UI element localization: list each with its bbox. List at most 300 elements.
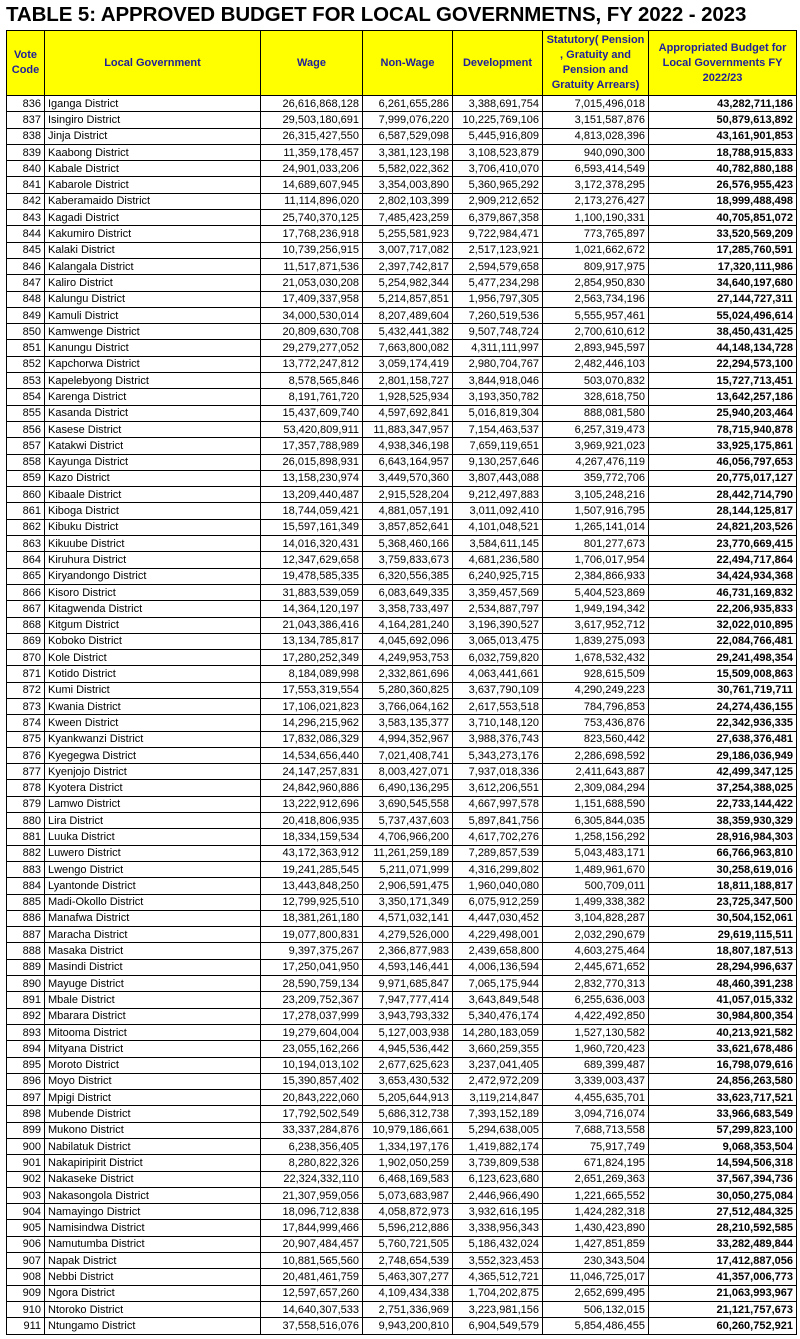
local-government-cell: Mukono District xyxy=(45,1122,261,1138)
vote-code-cell: 877 xyxy=(7,764,45,780)
vote-code-cell: 875 xyxy=(7,731,45,747)
vote-code-cell: 894 xyxy=(7,1041,45,1057)
table-row xyxy=(7,633,797,649)
local-government-cell: Kyotera District xyxy=(45,780,261,796)
non-wage-cell: 5,073,683,987 xyxy=(363,1187,453,1203)
local-government-cell: Manafwa District xyxy=(45,910,261,926)
wage-cell: 20,843,222,060 xyxy=(261,1090,363,1106)
vote-code-cell: 884 xyxy=(7,878,45,894)
table-row xyxy=(7,340,797,356)
development-cell: 3,988,376,743 xyxy=(453,731,543,747)
vote-code-cell: 905 xyxy=(7,1220,45,1236)
development-cell: 6,032,759,820 xyxy=(453,650,543,666)
vote-code-cell: 876 xyxy=(7,747,45,763)
appropriated-budget-cell: 46,731,169,832 xyxy=(649,584,797,600)
development-cell: 7,260,519,536 xyxy=(453,307,543,323)
local-government-cell: Nakaseke District xyxy=(45,1171,261,1187)
table-row xyxy=(7,193,797,209)
local-government-cell: Kyenjojo District xyxy=(45,764,261,780)
statutory-cell: 6,305,844,035 xyxy=(543,813,649,829)
wage-cell: 18,096,712,838 xyxy=(261,1204,363,1220)
table-row xyxy=(7,1024,797,1040)
vote-code-cell: 840 xyxy=(7,161,45,177)
non-wage-cell: 5,214,857,851 xyxy=(363,291,453,307)
table-row xyxy=(7,421,797,437)
statutory-cell: 230,343,504 xyxy=(543,1253,649,1269)
appropriated-budget-cell: 29,619,115,511 xyxy=(649,927,797,943)
local-government-cell: Nakapiripirit District xyxy=(45,1155,261,1171)
non-wage-cell: 4,279,526,000 xyxy=(363,927,453,943)
local-government-cell: Kween District xyxy=(45,715,261,731)
non-wage-cell: 4,109,434,338 xyxy=(363,1285,453,1301)
local-government-cell: Luwero District xyxy=(45,845,261,861)
vote-code-cell: 852 xyxy=(7,356,45,372)
local-government-cell: Kumi District xyxy=(45,682,261,698)
table-row xyxy=(7,161,797,177)
table-row xyxy=(7,927,797,943)
non-wage-cell: 5,127,003,938 xyxy=(363,1024,453,1040)
local-government-cell: Namayingo District xyxy=(45,1204,261,1220)
local-government-cell: Moroto District xyxy=(45,1057,261,1073)
vote-code-cell: 843 xyxy=(7,210,45,226)
statutory-cell: 784,796,853 xyxy=(543,698,649,714)
local-government-cell: Ntoroko District xyxy=(45,1301,261,1317)
statutory-cell: 506,132,015 xyxy=(543,1301,649,1317)
non-wage-cell: 3,653,430,532 xyxy=(363,1073,453,1089)
development-cell: 2,439,658,800 xyxy=(453,943,543,959)
table-row xyxy=(7,682,797,698)
table-body xyxy=(7,96,797,1335)
local-government-cell: Jinja District xyxy=(45,128,261,144)
local-government-cell: Kotido District xyxy=(45,666,261,682)
table-row xyxy=(7,144,797,160)
vote-code-cell: 854 xyxy=(7,389,45,405)
local-government-cell: Masaka District xyxy=(45,943,261,959)
table-row xyxy=(7,536,797,552)
local-government-cell: Kitgum District xyxy=(45,617,261,633)
wage-cell: 14,534,656,440 xyxy=(261,747,363,763)
vote-code-cell: 904 xyxy=(7,1204,45,1220)
statutory-cell: 3,969,921,023 xyxy=(543,438,649,454)
development-cell: 3,932,616,195 xyxy=(453,1204,543,1220)
development-cell: 5,294,638,005 xyxy=(453,1122,543,1138)
wage-cell: 17,844,999,466 xyxy=(261,1220,363,1236)
table-row xyxy=(7,1171,797,1187)
table-header xyxy=(7,31,797,96)
non-wage-cell: 5,737,437,603 xyxy=(363,813,453,829)
non-wage-cell: 5,582,022,362 xyxy=(363,161,453,177)
table-row xyxy=(7,1269,797,1285)
vote-code-cell: 899 xyxy=(7,1122,45,1138)
wage-cell: 9,397,375,267 xyxy=(261,943,363,959)
vote-code-cell: 864 xyxy=(7,552,45,568)
table-row xyxy=(7,324,797,340)
wage-cell: 20,907,484,457 xyxy=(261,1236,363,1252)
table-row xyxy=(7,552,797,568)
statutory-cell: 2,651,269,363 xyxy=(543,1171,649,1187)
wage-cell: 25,740,370,125 xyxy=(261,210,363,226)
statutory-cell: 3,617,952,712 xyxy=(543,617,649,633)
table-row xyxy=(7,1236,797,1252)
appropriated-budget-cell: 15,509,008,863 xyxy=(649,666,797,682)
non-wage-cell: 3,857,852,641 xyxy=(363,519,453,535)
local-government-cell: Kamuli District xyxy=(45,307,261,323)
table-row xyxy=(7,519,797,535)
appropriated-budget-cell: 33,520,569,209 xyxy=(649,226,797,242)
non-wage-cell: 6,261,655,286 xyxy=(363,96,453,112)
non-wage-cell: 6,083,649,335 xyxy=(363,584,453,600)
wage-cell: 13,134,785,817 xyxy=(261,633,363,649)
development-cell: 2,909,212,652 xyxy=(453,193,543,209)
wage-cell: 18,744,059,421 xyxy=(261,503,363,519)
non-wage-cell: 5,596,212,886 xyxy=(363,1220,453,1236)
wage-cell: 14,364,120,197 xyxy=(261,601,363,617)
development-cell: 3,584,611,145 xyxy=(453,536,543,552)
appropriated-budget-cell: 30,258,619,016 xyxy=(649,861,797,877)
development-cell: 6,240,925,715 xyxy=(453,568,543,584)
appropriated-budget-cell: 24,821,203,526 xyxy=(649,519,797,535)
table-row xyxy=(7,291,797,307)
table-row xyxy=(7,698,797,714)
non-wage-cell: 5,205,644,913 xyxy=(363,1090,453,1106)
wage-cell: 23,209,752,367 xyxy=(261,992,363,1008)
local-government-cell: Karenga District xyxy=(45,389,261,405)
local-government-cell: Kaberamaido District xyxy=(45,193,261,209)
statutory-cell: 2,445,671,652 xyxy=(543,959,649,975)
statutory-cell: 5,043,483,171 xyxy=(543,845,649,861)
local-government-cell: Mityana District xyxy=(45,1041,261,1057)
appropriated-budget-cell: 28,144,125,817 xyxy=(649,503,797,519)
development-cell: 3,338,956,343 xyxy=(453,1220,543,1236)
statutory-cell: 2,700,610,612 xyxy=(543,324,649,340)
statutory-cell: 1,949,194,342 xyxy=(543,601,649,617)
statutory-cell: 773,765,897 xyxy=(543,226,649,242)
local-government-cell: Kalungu District xyxy=(45,291,261,307)
vote-code-cell: 842 xyxy=(7,193,45,209)
local-government-cell: Kakumiro District xyxy=(45,226,261,242)
non-wage-cell: 6,320,556,385 xyxy=(363,568,453,584)
wage-cell: 8,184,089,998 xyxy=(261,666,363,682)
statutory-cell: 1,221,665,552 xyxy=(543,1187,649,1203)
appropriated-budget-cell: 32,022,010,895 xyxy=(649,617,797,633)
statutory-cell: 2,286,698,592 xyxy=(543,747,649,763)
non-wage-cell: 1,928,525,934 xyxy=(363,389,453,405)
local-government-cell: Nabilatuk District xyxy=(45,1139,261,1155)
vote-code-cell: 879 xyxy=(7,796,45,812)
vote-code-cell: 898 xyxy=(7,1106,45,1122)
table-row xyxy=(7,731,797,747)
development-cell: 4,681,236,580 xyxy=(453,552,543,568)
table-row xyxy=(7,617,797,633)
development-cell: 2,594,579,658 xyxy=(453,258,543,274)
vote-code-cell: 873 xyxy=(7,698,45,714)
statutory-cell: 3,339,003,437 xyxy=(543,1073,649,1089)
table-row xyxy=(7,210,797,226)
vote-code-cell: 887 xyxy=(7,927,45,943)
development-cell: 3,388,691,754 xyxy=(453,96,543,112)
wage-cell: 43,172,363,912 xyxy=(261,845,363,861)
wage-cell: 17,280,252,349 xyxy=(261,650,363,666)
appropriated-budget-cell: 23,770,669,415 xyxy=(649,536,797,552)
statutory-cell: 3,104,828,287 xyxy=(543,910,649,926)
non-wage-cell: 6,587,529,098 xyxy=(363,128,453,144)
local-government-cell: Mayuge District xyxy=(45,976,261,992)
local-government-cell: Masindi District xyxy=(45,959,261,975)
vote-code-cell: 849 xyxy=(7,307,45,323)
table-row xyxy=(7,389,797,405)
appropriated-budget-cell: 55,024,496,614 xyxy=(649,307,797,323)
appropriated-budget-cell: 22,084,766,481 xyxy=(649,633,797,649)
vote-code-cell: 839 xyxy=(7,144,45,160)
development-cell: 4,311,111,997 xyxy=(453,340,543,356)
local-government-cell: Kabarole District xyxy=(45,177,261,193)
statutory-cell: 1,960,720,423 xyxy=(543,1041,649,1057)
local-government-cell: Kyegegwa District xyxy=(45,747,261,763)
table-row xyxy=(7,1285,797,1301)
vote-code-cell: 869 xyxy=(7,633,45,649)
local-government-cell: Kasese District xyxy=(45,421,261,437)
statutory-cell: 2,309,084,294 xyxy=(543,780,649,796)
appropriated-budget-cell: 26,576,955,423 xyxy=(649,177,797,193)
budget-table xyxy=(6,30,797,1335)
statutory-cell: 1,678,532,432 xyxy=(543,650,649,666)
appropriated-budget-cell: 57,299,823,100 xyxy=(649,1122,797,1138)
table-row xyxy=(7,275,797,291)
table-row xyxy=(7,813,797,829)
local-government-cell: Maracha District xyxy=(45,927,261,943)
vote-code-cell: 880 xyxy=(7,813,45,829)
non-wage-cell: 9,971,685,847 xyxy=(363,976,453,992)
appropriated-budget-cell: 44,148,134,728 xyxy=(649,340,797,356)
local-government-cell: Kikuube District xyxy=(45,536,261,552)
statutory-cell: 1,265,141,014 xyxy=(543,519,649,535)
non-wage-cell: 2,397,742,817 xyxy=(363,258,453,274)
local-government-cell: Mpigi District xyxy=(45,1090,261,1106)
vote-code-cell: 891 xyxy=(7,992,45,1008)
development-cell: 3,612,206,551 xyxy=(453,780,543,796)
table-row xyxy=(7,796,797,812)
vote-code-cell: 892 xyxy=(7,1008,45,1024)
table-row xyxy=(7,861,797,877)
non-wage-cell: 3,759,833,673 xyxy=(363,552,453,568)
table-row xyxy=(7,878,797,894)
non-wage-cell: 7,021,408,741 xyxy=(363,747,453,763)
development-cell: 3,359,457,569 xyxy=(453,584,543,600)
appropriated-budget-cell: 23,725,347,500 xyxy=(649,894,797,910)
local-government-cell: Mbale District xyxy=(45,992,261,1008)
development-cell: 4,006,136,594 xyxy=(453,959,543,975)
appropriated-budget-cell: 40,705,851,072 xyxy=(649,210,797,226)
vote-code-cell: 901 xyxy=(7,1155,45,1171)
appropriated-budget-cell: 78,715,940,878 xyxy=(649,421,797,437)
development-cell: 5,445,916,809 xyxy=(453,128,543,144)
development-cell: 3,108,523,879 xyxy=(453,144,543,160)
appropriated-budget-cell: 43,161,901,853 xyxy=(649,128,797,144)
table-row xyxy=(7,356,797,372)
wage-cell: 10,881,565,560 xyxy=(261,1253,363,1269)
header-non-wage: Non-Wage xyxy=(363,31,453,96)
statutory-cell: 3,094,716,074 xyxy=(543,1106,649,1122)
appropriated-budget-cell: 16,798,079,616 xyxy=(649,1057,797,1073)
statutory-cell: 2,411,643,887 xyxy=(543,764,649,780)
development-cell: 5,477,234,298 xyxy=(453,275,543,291)
local-government-cell: Kaliro District xyxy=(45,275,261,291)
statutory-cell: 1,499,338,382 xyxy=(543,894,649,910)
non-wage-cell: 1,902,050,259 xyxy=(363,1155,453,1171)
statutory-cell: 2,482,446,103 xyxy=(543,356,649,372)
local-government-cell: Katakwi District xyxy=(45,438,261,454)
appropriated-budget-cell: 27,512,484,325 xyxy=(649,1204,797,1220)
vote-code-cell: 861 xyxy=(7,503,45,519)
wage-cell: 21,307,959,056 xyxy=(261,1187,363,1203)
local-government-cell: Isingiro District xyxy=(45,112,261,128)
wage-cell: 17,278,037,999 xyxy=(261,1008,363,1024)
statutory-cell: 4,422,492,850 xyxy=(543,1008,649,1024)
table-row xyxy=(7,1073,797,1089)
wage-cell: 20,418,806,935 xyxy=(261,813,363,829)
appropriated-budget-cell: 18,811,188,817 xyxy=(649,878,797,894)
non-wage-cell: 3,766,064,162 xyxy=(363,698,453,714)
appropriated-budget-cell: 33,966,683,549 xyxy=(649,1106,797,1122)
development-cell: 3,011,092,410 xyxy=(453,503,543,519)
statutory-cell: 2,384,866,933 xyxy=(543,568,649,584)
statutory-cell: 888,081,580 xyxy=(543,405,649,421)
non-wage-cell: 5,432,441,382 xyxy=(363,324,453,340)
development-cell: 9,722,984,471 xyxy=(453,226,543,242)
wage-cell: 13,222,912,696 xyxy=(261,796,363,812)
vote-code-cell: 853 xyxy=(7,373,45,389)
appropriated-budget-cell: 42,499,347,125 xyxy=(649,764,797,780)
wage-cell: 17,792,502,549 xyxy=(261,1106,363,1122)
local-government-cell: Lwengo District xyxy=(45,861,261,877)
vote-code-cell: 851 xyxy=(7,340,45,356)
table-row xyxy=(7,666,797,682)
statutory-cell: 671,824,195 xyxy=(543,1155,649,1171)
header-appropriated-budget: Appropriated Budget for Local Governments FY 2022/23 xyxy=(649,31,797,96)
appropriated-budget-cell: 17,412,887,056 xyxy=(649,1253,797,1269)
appropriated-budget-cell: 18,807,187,513 xyxy=(649,943,797,959)
statutory-cell: 1,427,851,859 xyxy=(543,1236,649,1252)
table-row xyxy=(7,307,797,323)
development-cell: 9,507,748,724 xyxy=(453,324,543,340)
wage-cell: 14,640,307,533 xyxy=(261,1301,363,1317)
development-cell: 3,807,443,088 xyxy=(453,470,543,486)
development-cell: 5,186,432,024 xyxy=(453,1236,543,1252)
wage-cell: 21,053,030,208 xyxy=(261,275,363,291)
appropriated-budget-cell: 40,782,880,188 xyxy=(649,161,797,177)
local-government-cell: Kwania District xyxy=(45,698,261,714)
appropriated-budget-cell: 20,775,017,127 xyxy=(649,470,797,486)
table-row xyxy=(7,764,797,780)
wage-cell: 22,324,332,110 xyxy=(261,1171,363,1187)
statutory-cell: 1,100,190,331 xyxy=(543,210,649,226)
non-wage-cell: 4,994,352,967 xyxy=(363,731,453,747)
vote-code-cell: 845 xyxy=(7,242,45,258)
development-cell: 7,289,857,539 xyxy=(453,845,543,861)
non-wage-cell: 2,677,625,623 xyxy=(363,1057,453,1073)
development-cell: 3,196,390,527 xyxy=(453,617,543,633)
vote-code-cell: 871 xyxy=(7,666,45,682)
non-wage-cell: 5,686,312,738 xyxy=(363,1106,453,1122)
table-row xyxy=(7,1204,797,1220)
wage-cell: 26,315,427,550 xyxy=(261,128,363,144)
statutory-cell: 1,706,017,954 xyxy=(543,552,649,568)
local-government-cell: Kibaale District xyxy=(45,487,261,503)
local-government-cell: Kazo District xyxy=(45,470,261,486)
non-wage-cell: 2,748,654,539 xyxy=(363,1253,453,1269)
table-row xyxy=(7,1155,797,1171)
vote-code-cell: 850 xyxy=(7,324,45,340)
non-wage-cell: 2,751,336,969 xyxy=(363,1301,453,1317)
header-statutory: Statutory( Pension , Gratuity and Pension and Gratuity Arrears) xyxy=(543,31,649,96)
non-wage-cell: 11,261,259,189 xyxy=(363,845,453,861)
appropriated-budget-cell: 30,984,800,354 xyxy=(649,1008,797,1024)
wage-cell: 29,279,277,052 xyxy=(261,340,363,356)
appropriated-budget-cell: 38,450,431,425 xyxy=(649,324,797,340)
development-cell: 3,237,041,405 xyxy=(453,1057,543,1073)
statutory-cell: 928,615,509 xyxy=(543,666,649,682)
non-wage-cell: 1,334,197,176 xyxy=(363,1139,453,1155)
statutory-cell: 1,430,423,890 xyxy=(543,1220,649,1236)
statutory-cell: 689,399,487 xyxy=(543,1057,649,1073)
appropriated-budget-cell: 37,254,388,025 xyxy=(649,780,797,796)
local-government-cell: Kapchorwa District xyxy=(45,356,261,372)
wage-cell: 10,739,256,915 xyxy=(261,242,363,258)
wage-cell: 33,337,284,876 xyxy=(261,1122,363,1138)
local-government-cell: Kisoro District xyxy=(45,584,261,600)
vote-code-cell: 882 xyxy=(7,845,45,861)
vote-code-cell: 837 xyxy=(7,112,45,128)
wage-cell: 8,578,565,846 xyxy=(261,373,363,389)
wage-cell: 34,000,530,014 xyxy=(261,307,363,323)
wage-cell: 19,478,585,335 xyxy=(261,568,363,584)
wage-cell: 19,279,604,004 xyxy=(261,1024,363,1040)
statutory-cell: 359,772,706 xyxy=(543,470,649,486)
statutory-cell: 940,090,300 xyxy=(543,144,649,160)
non-wage-cell: 4,881,057,191 xyxy=(363,503,453,519)
local-government-cell: Kitagwenda District xyxy=(45,601,261,617)
development-cell: 2,446,966,490 xyxy=(453,1187,543,1203)
wage-cell: 17,357,788,989 xyxy=(261,438,363,454)
vote-code-cell: 896 xyxy=(7,1073,45,1089)
table-row xyxy=(7,1187,797,1203)
statutory-cell: 4,813,028,396 xyxy=(543,128,649,144)
statutory-cell: 1,507,916,795 xyxy=(543,503,649,519)
table-row xyxy=(7,829,797,845)
local-government-cell: Mitooma District xyxy=(45,1024,261,1040)
table-row xyxy=(7,226,797,242)
local-government-cell: Nakasongola District xyxy=(45,1187,261,1203)
vote-code-cell: 855 xyxy=(7,405,45,421)
appropriated-budget-cell: 30,050,275,084 xyxy=(649,1187,797,1203)
appropriated-budget-cell: 18,999,488,498 xyxy=(649,193,797,209)
vote-code-cell: 885 xyxy=(7,894,45,910)
vote-code-cell: 889 xyxy=(7,959,45,975)
development-cell: 4,063,441,661 xyxy=(453,666,543,682)
vote-code-cell: 907 xyxy=(7,1253,45,1269)
table-row xyxy=(7,487,797,503)
vote-code-cell: 862 xyxy=(7,519,45,535)
non-wage-cell: 6,643,164,957 xyxy=(363,454,453,470)
header-vote-code: Vote Code xyxy=(7,31,45,96)
development-cell: 5,340,476,174 xyxy=(453,1008,543,1024)
local-government-cell: Madi-Okollo District xyxy=(45,894,261,910)
statutory-cell: 500,709,011 xyxy=(543,878,649,894)
local-government-cell: Kaabong District xyxy=(45,144,261,160)
statutory-cell: 1,021,662,672 xyxy=(543,242,649,258)
table-row xyxy=(7,96,797,112)
development-cell: 6,123,623,680 xyxy=(453,1171,543,1187)
